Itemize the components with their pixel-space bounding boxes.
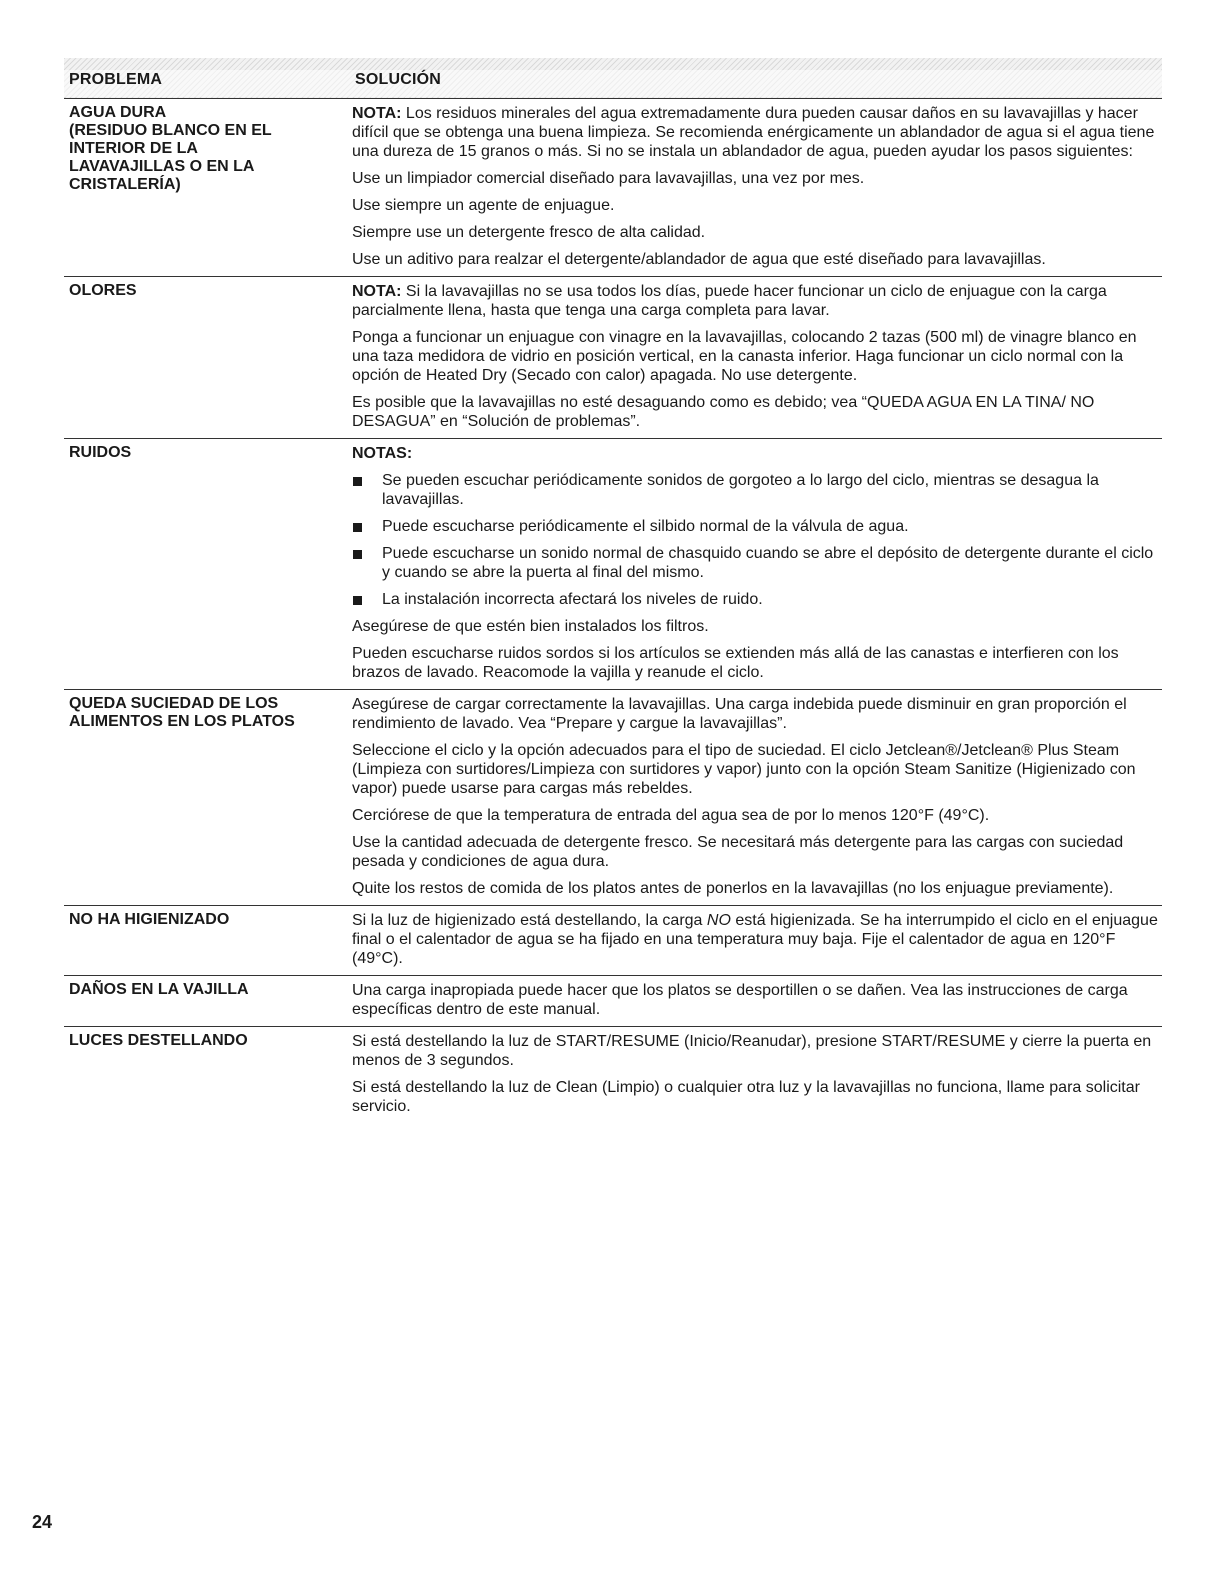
- solution-cell: NOTAS: Se pueden escuchar periódicamente sonidos de gorgoteo a lo largo del ciclo, mientras se desagua la lavavajillas. Puede escucharse periódicamente el silbido normal de la válvula de agua. Puede escucharse un sonido normal de chasquido cuando se abre el depósito de detergente durante el ciclo y cuando se abre la puerta al final del mismo. La instalación incorrecta afectará los niveles de ruido. Asegúrese de que estén bien instalados los filtros. Pueden escucharse ruidos sordos si los artículos se extienden más allá de las canastas e interfieren con los brazos de lavado. Reacomode la vajilla y reanude el ciclo.: [352, 439, 1162, 689]
- table-row: [64, 690, 1162, 906]
- solution-cell: Si la luz de higienizado está destellando, la carga NO está higienizada. Se ha interrumpido el ciclo en el enjuague final o el calentador de agua se ha fijado en una temperatura muy baja. Fije el calentador de agua en 120°F (49°C).: [352, 912, 1158, 967]
- table-row: [64, 439, 1162, 690]
- problem-cell: DAÑOS EN LA VAJILLA: [69, 981, 249, 998]
- header-problem: PROBLEMA: [69, 71, 163, 88]
- problem-cell: QUEDA SUCIEDAD DE LOS ALIMENTOS EN LOS PLATOS: [69, 695, 295, 730]
- notes-list: [352, 471, 1162, 609]
- solution-cell: Asegúrese de cargar correctamente la lavavajillas. Una carga indebida puede disminuir en gran proporción el rendimiento de lavado. Vea “Prepare y cargue la lavavajillas”. Seleccione el ciclo y la opción adecuados para el tipo de suciedad. El ciclo Jetclean®/Jetclean® Plus Steam (Limpieza con surtidores/Limpieza con surtidores y vapor) junto con la opción Steam Sanitize (Higienizado con vapor) puede usarse para cargas más rebeldes. Cerciórese de que la temperatura de entrada del agua sea de por lo menos 120°F (49°C). Use la cantidad adecuada de detergente fresco. Se necesitará más detergente para las cargas con suciedad pesada y condiciones de agua dura. Quite los restos de comida de los platos antes de ponerlos en la lavavajillas (no los enjuague previamente).: [352, 696, 1136, 897]
- note-paragraph: NOTA: Si la lavavajillas no se usa todos los días, puede hacer funcionar un ciclo de enjuague con la carga parcialmente llena, hasta que tenga una carga completa para lavar.: [352, 283, 1107, 319]
- list-item: Se pueden escuchar periódicamente sonidos de gorgoteo a lo largo del ciclo, mientras se desagua la lavavajillas.: [352, 471, 1162, 509]
- solution-cell: NOTA: Los residuos minerales del agua extremadamente dura pueden causar daños en su lavavajillas y hacer difícil que se obtenga una buena limpieza. Se recomienda enérgicamente un ablandador de agua si el agua tiene una dureza de 15 granos o más. Si no se instala un ablandador de agua, pueden ayudar los pasos siguientes: Use un limpiador comercial diseñado para lavavajillas, una vez por mes. Use siempre un agente de enjuague. Siempre use un detergente fresco de alta calidad. Use un aditivo para realzar el detergente/ablandador de agua que esté diseñado para lavavajillas.: [352, 99, 1162, 276]
- table-row: [64, 1027, 1162, 1123]
- note-paragraph: NOTA: Los residuos minerales del agua extremadamente dura pueden causar daños en su lavavajillas y hacer difícil que se obtenga una buena limpieza. Se recomienda enérgicamente un ablandador de agua si el agua tiene una dureza de 15 granos o más. Si no se instala un ablandador de agua, pueden ayudar los pasos siguientes:: [352, 105, 1155, 160]
- solution-cell: NOTA: Si la lavavajillas no se usa todos los días, puede hacer funcionar un ciclo de enjuague con la carga parcialmente llena, hasta que tenga una carga completa para lavar. Ponga a funcionar un enjuague con vinagre en la lavavajillas, colocando 2 tazas (500 ml) de vinagre blanco en una taza medidora de vidrio en posición vertical, en la canasta inferior. Haga funcionar un ciclo normal con la opción de Heated Dry (Secado con calor) apagada. No use detergente. Es posible que la lavavajillas no esté desaguando como es debido; vea “QUEDA AGUA EN LA TINA/ NO DESAGUA” en “Solución de problemas”.: [352, 277, 1162, 438]
- page-number: 24: [32, 1512, 53, 1532]
- list-item: Puede escucharse periódicamente el silbido normal de la válvula de agua.: [352, 517, 1162, 536]
- troubleshooting-table: [64, 58, 1162, 1123]
- table-row: [64, 277, 1162, 439]
- problem-cell: RUIDOS: [69, 444, 132, 461]
- list-item: La instalación incorrecta afectará los niveles de ruido.: [352, 590, 1162, 609]
- table-row: [64, 976, 1162, 1027]
- problem-cell: NO HA HIGIENIZADO: [69, 911, 230, 928]
- problem-cell: OLORES: [69, 282, 137, 299]
- notes-label: NOTAS:: [352, 445, 413, 462]
- table-header: [64, 58, 1162, 99]
- table-row: [64, 99, 1162, 277]
- table-row: [64, 906, 1162, 976]
- header-solution: SOLUCIÓN: [355, 71, 442, 88]
- list-item: Puede escucharse un sonido normal de chasquido cuando se abre el depósito de detergente durante el ciclo y cuando se abre la puerta al final del mismo.: [352, 544, 1162, 582]
- problem-cell: AGUA DURA (RESIDUO BLANCO EN EL INTERIOR DE LA LAVAVAJILLAS O EN LA CRISTALERÍA): [69, 104, 272, 193]
- solution-cell: Una carga inapropiada puede hacer que los platos se desportillen o se dañen. Vea las instrucciones de carga específicas dentro de este manual.: [352, 982, 1128, 1018]
- problem-cell: LUCES DESTELLANDO: [69, 1032, 248, 1049]
- solution-cell: Si está destellando la luz de START/RESUME (Inicio/Reanudar), presione START/RESUME y cierre la puerta en menos de 3 segundos. Si está destellando la luz de Clean (Limpio) o cualquier otra luz y la lavavajillas no funciona, llame para solicitar servicio.: [352, 1033, 1152, 1115]
